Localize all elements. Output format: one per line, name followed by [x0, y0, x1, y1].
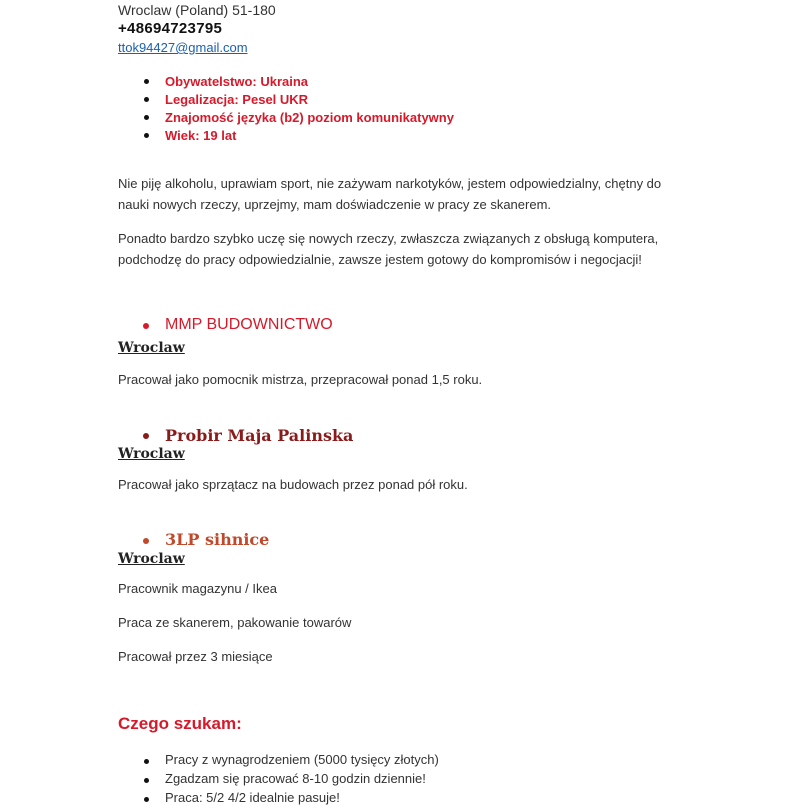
job-description: Pracował jako sprzątacz na budowach przez ponad pół roku. — [118, 477, 468, 492]
section-heading: Czego szukam: — [118, 714, 242, 733]
fact-legalization: Legalizacja: Pesel UKR — [165, 92, 309, 107]
bullet-icon — [143, 538, 149, 544]
bullet-icon — [144, 79, 149, 84]
job-description: Pracował przez 3 miesiące — [118, 649, 273, 664]
company-name: MMP BUDOWNICTWO — [165, 316, 333, 333]
email-link[interactable]: ttok94427@gmail.com — [118, 40, 248, 55]
requirement-item: Praca: 5/2 4/2 idealnie pasuje! — [165, 790, 340, 805]
fact-language: Znajomość języka (b2) poziom komunikatywny — [165, 110, 454, 125]
job-description: Praca ze skanerem, pakowanie towarów — [118, 615, 352, 630]
bullet-icon — [144, 115, 149, 120]
job-description: Pracownik magazynu / Ikea — [118, 581, 277, 596]
bullet-icon — [143, 323, 149, 329]
job-description: Pracował jako pomocnik mistrza, przepracował ponad 1,5 roku. — [118, 372, 483, 387]
address: Wroclaw (Poland) 51-180 — [118, 2, 276, 18]
requirement-item: Zgadzam się pracować 8-10 godzin dziennie! — [165, 771, 426, 786]
company-name: 3LP sihnice — [165, 530, 270, 549]
about-p2-line1: Ponadto bardzo szybko uczę się nowych rzeczy, zwłaszcza związanych z obsługą komputera, — [118, 231, 659, 246]
bullet-icon — [144, 759, 149, 764]
company-city: Wroclaw — [118, 446, 185, 462]
requirement-item: Pracy z wynagrodzeniem (5000 tysięcy złotych) — [165, 752, 439, 767]
company-city: Wroclaw — [118, 551, 185, 567]
fact-citizenship: Obywatelstwo: Ukraina — [165, 74, 309, 89]
company-city: Wroclaw — [118, 340, 185, 356]
bullet-icon — [144, 97, 149, 102]
phone-number: +48694723795 — [118, 20, 223, 37]
about-p2-line2: podchodzę do pracy odpowiedzialnie, zawsze jestem gotowy do kompromisów i negocjacji! — [118, 252, 642, 267]
fact-age: Wiek: 19 lat — [165, 128, 237, 143]
bullet-icon — [144, 133, 149, 138]
bullet-icon — [143, 433, 149, 439]
company-name: Probir Maja Palinska — [165, 426, 354, 445]
about-p1-line2: nauki nowych rzeczy, uprzejmy, mam doświadczenie w pracy ze skanerem. — [118, 197, 552, 212]
about-p1-line1: Nie piję alkoholu, uprawiam sport, nie zażywam narkotyków, jestem odpowiedzialny, chętny do — [118, 176, 662, 191]
bullet-icon — [144, 778, 149, 783]
